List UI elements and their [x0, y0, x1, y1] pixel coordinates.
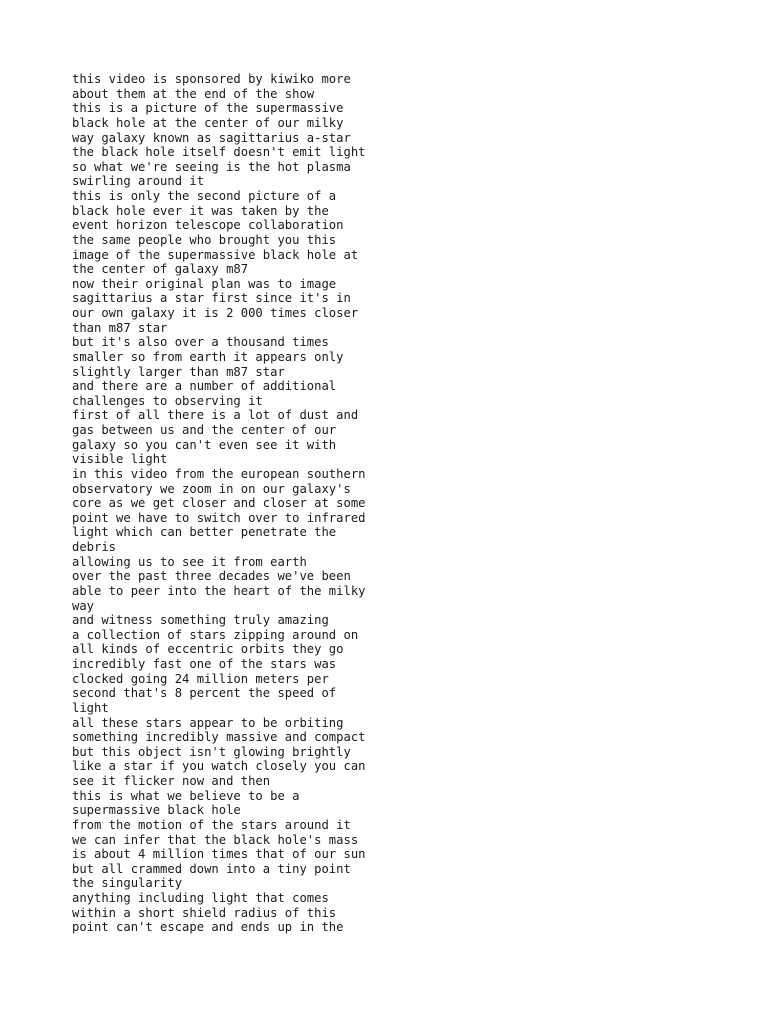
transcript-line: core as we get closer and closer at some	[72, 496, 366, 511]
transcript-line: this is what we believe to be a	[72, 788, 300, 803]
transcript-line: light which can better penetrate the	[72, 525, 337, 540]
transcript-line: way galaxy known as sagittarius a-star	[72, 130, 351, 145]
transcript-line: like a star if you watch closely you can	[72, 759, 366, 774]
transcript-line: this is a picture of the supermassive	[72, 101, 344, 116]
transcript-line: debris	[72, 540, 117, 554]
transcript-line: from the motion of the stars around it	[72, 817, 351, 832]
transcript-line: we can infer that the black hole's mass	[72, 832, 359, 847]
transcript-line: the black hole itself doesn't emit light	[72, 145, 366, 160]
transcript-line: in this video from the european southern	[72, 466, 366, 481]
transcript-line: black hole at the center of our milky	[72, 115, 344, 130]
transcript-line: slightly larger than m87 star	[72, 364, 285, 379]
transcript-line: this is only the second picture of a	[72, 189, 337, 203]
transcript-line: incredibly fast one of the stars was	[72, 657, 337, 671]
transcript-line: supermassive black hole	[72, 803, 241, 818]
transcript-line: point can't escape and ends up in the	[72, 920, 344, 935]
transcript-line: our own galaxy it is 2 000 times closer	[72, 306, 359, 320]
transcript-line: light	[72, 700, 109, 715]
transcript-line: and witness something truly amazing	[72, 613, 329, 628]
transcript-line: so what we're seeing is the hot plasma	[72, 159, 351, 174]
transcript-line: challenges to observing it	[72, 393, 263, 408]
transcript-text	[72, 72, 692, 935]
transcript-line: a collection of stars zipping around on	[72, 627, 359, 642]
transcript-line: image of the supermassive black hole at	[72, 247, 359, 262]
transcript-line: observatory we zoom in on our galaxy's	[72, 481, 351, 496]
transcript-line: visible light	[72, 452, 168, 467]
transcript-line: but this object isn't glowing brightly	[72, 744, 351, 759]
transcript-line: see it flicker now and then	[72, 774, 271, 788]
transcript-line: the same people who brought you this	[72, 232, 337, 247]
transcript-line: way	[72, 598, 95, 613]
transcript-line: point we have to switch over to infrared	[72, 510, 366, 525]
transcript-line: allowing us to see it from earth	[72, 554, 307, 569]
transcript-line: anything including light that comes	[72, 891, 329, 905]
transcript-line: than m87 star	[72, 320, 168, 335]
transcript-line: this video is sponsored by kiwiko more	[72, 72, 351, 86]
transcript-line: within a short shield radius of this	[72, 905, 337, 920]
transcript-line: something incredibly massive and compact	[72, 730, 366, 745]
transcript-line: all kinds of eccentric orbits they go	[72, 642, 344, 657]
transcript-line: but all crammed down into a tiny point	[72, 861, 351, 876]
transcript-line: sagittarius a star first since it's in	[72, 291, 351, 306]
transcript-line: clocked going 24 million meters per	[72, 671, 329, 686]
transcript-line: second that's 8 percent the speed of	[72, 686, 337, 701]
transcript-line: all these stars appear to be orbiting	[72, 715, 344, 730]
transcript-line: first of all there is a lot of dust and	[72, 408, 359, 423]
transcript-line: over the past three decades we've been	[72, 569, 351, 584]
transcript-line: smaller so from earth it appears only	[72, 349, 344, 364]
transcript-line: event horizon telescope collaboration	[72, 218, 344, 233]
transcript-line: gas between us and the center of our	[72, 423, 337, 437]
transcript-line: and there are a number of additional	[72, 379, 337, 394]
transcript-line: but it's also over a thousand times	[72, 335, 329, 350]
transcript-line: is about 4 million times that of our sun	[72, 847, 366, 862]
transcript-line: galaxy so you can't even see it with	[72, 437, 337, 452]
transcript-line: about them at the end of the show	[72, 86, 315, 101]
transcript-line: the center of galaxy m87	[72, 262, 249, 277]
transcript-line: swirling around it	[72, 174, 205, 189]
transcript-line: now their original plan was to image	[72, 276, 337, 291]
transcript-line: black hole ever it was taken by the	[72, 203, 329, 218]
transcript-line: able to peer into the heart of the milky	[72, 583, 366, 598]
transcript-line: the singularity	[72, 876, 183, 891]
